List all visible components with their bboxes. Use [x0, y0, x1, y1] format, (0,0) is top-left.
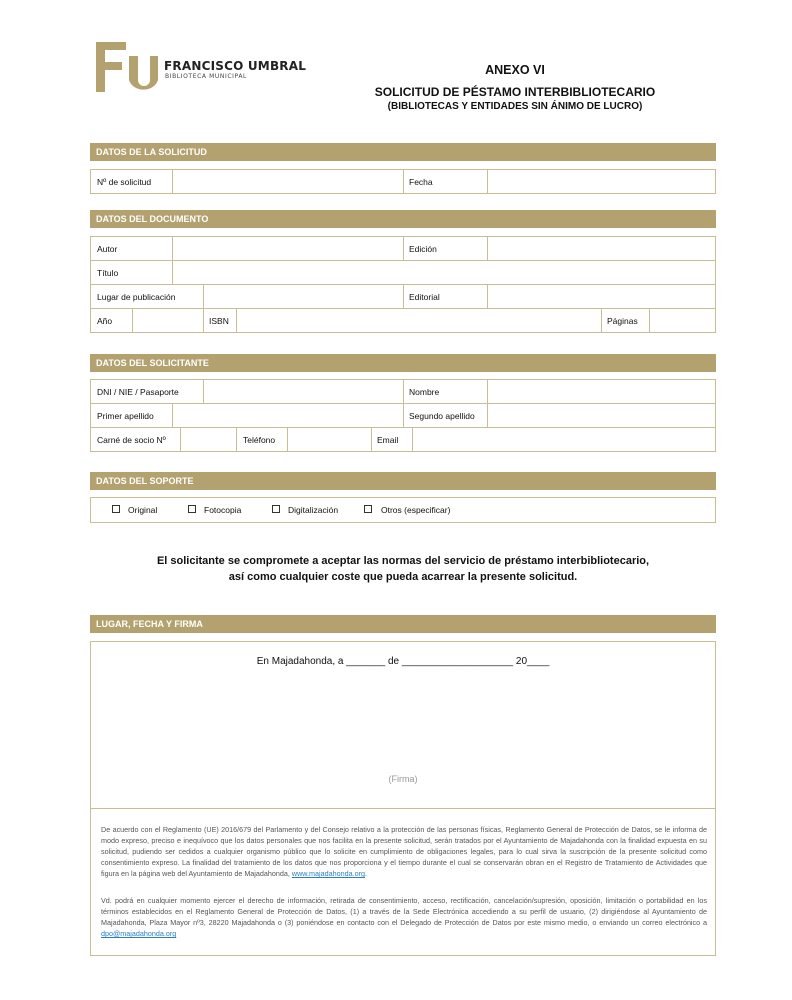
dni-field[interactable]	[204, 380, 403, 403]
isbn-label: ISBN	[209, 316, 229, 326]
anio-field[interactable]	[133, 309, 201, 333]
legal-text-2: Vd. podrá en cualquier momento ejercer el derecho de información, retirada de consentimiento, acceso, rectificación, cancelación/supresión, oposición, limitación o portabilidad en los términos establecidos en el Reglamento General de Protección de Datos, (1) a través de la Sede Electrónica accediendo a su perfil de usuario, (2) dirigiéndose al Ayuntamiento de Majadahonda, Plaza Mayor nº3, 28220 Majadahonda o (3) poniéndose en contacto con el Delegado de Protección de Datos por este mismo medio, o enviando un correo electrónico a	[101, 896, 707, 927]
titulo-row	[91, 261, 715, 285]
anio-row	[91, 309, 715, 333]
dni-row	[91, 380, 715, 404]
titulo-field[interactable]	[173, 261, 715, 284]
lugar-row	[91, 285, 715, 309]
titulo-label: Título	[97, 268, 119, 278]
nombre-label: Nombre	[409, 387, 440, 397]
numero-label: Nº de solicitud	[97, 177, 152, 187]
telefono-field[interactable]	[288, 428, 371, 452]
carne-label: Carné de socio Nº	[97, 435, 166, 445]
form-subtitle: (BIBLIOTECAS Y ENTIDADES SIN ÁNIMO DE LUCRO)	[387, 101, 643, 112]
legal-text-1-end: .	[365, 869, 367, 878]
section-heading-firma: LUGAR, FECHA Y FIRMA	[90, 615, 716, 633]
annex-title: ANEXO VI	[485, 63, 545, 77]
numero-field[interactable]	[173, 170, 403, 194]
section-heading-documento: DATOS DEL DOCUMENTO	[90, 210, 716, 228]
edicion-label: Edición	[409, 244, 437, 254]
apellido1-field[interactable]	[173, 404, 403, 427]
paginas-field[interactable]	[650, 309, 715, 333]
fotocopia-label: Fotocopia	[204, 505, 242, 515]
firma-box	[90, 641, 716, 956]
section-heading-solicitante: DATOS DEL SOLICITANTE	[90, 354, 716, 372]
paginas-label: Páginas	[607, 316, 638, 326]
contacto-row	[91, 428, 715, 452]
telefono-label: Teléfono	[243, 435, 276, 445]
commitment-line-1: El solicitante se compromete a aceptar las normas del servicio de préstamo interbibliotecario,	[156, 555, 650, 567]
email-label: Email	[377, 435, 399, 445]
signature-area-label: (Firma)	[388, 774, 418, 784]
original-checkbox[interactable]	[112, 505, 120, 513]
solicitante-box	[90, 379, 716, 452]
lugar-label: Lugar de publicación	[97, 292, 176, 302]
dni-label: DNI / NIE / Pasaporte	[97, 387, 179, 397]
digitalizacion-checkbox[interactable]	[272, 505, 280, 513]
brand-subtitle: BIBLIOTECA MUNICIPAL	[165, 73, 247, 80]
edicion-field[interactable]	[488, 237, 715, 260]
apellido2-label: Segundo apellido	[409, 411, 475, 421]
autor-row	[91, 237, 715, 261]
original-label: Original	[128, 505, 158, 515]
website-link[interactable]: www.majadahonda.org	[291, 869, 365, 878]
section-heading-soporte: DATOS DEL SOPORTE	[90, 472, 716, 490]
editorial-field[interactable]	[488, 285, 715, 308]
apellidos-row	[91, 404, 715, 428]
documento-box	[90, 236, 716, 333]
nombre-field[interactable]	[488, 380, 715, 403]
autor-label: Autor	[97, 244, 118, 254]
autor-field[interactable]	[173, 237, 403, 260]
carne-field[interactable]	[181, 428, 236, 452]
legal-paragraph-2	[101, 895, 707, 939]
apellido2-field[interactable]	[488, 404, 715, 427]
fecha-field[interactable]	[488, 170, 715, 194]
form-title: SOLICITUD DE PÉSTAMO INTERBIBLIOTECARIO	[374, 85, 656, 99]
isbn-field[interactable]	[237, 309, 600, 333]
email-field[interactable]	[413, 428, 715, 452]
digitalizacion-label: Digitalización	[288, 505, 339, 515]
apellido1-label: Primer apellido	[97, 411, 154, 421]
legal-paragraph-1	[101, 824, 707, 879]
otros-checkbox[interactable]	[364, 505, 372, 513]
logo-fu-icon	[96, 42, 158, 92]
fecha-label: Fecha	[409, 177, 433, 187]
lugar-field[interactable]	[204, 285, 403, 308]
section-heading-solicitud: DATOS DE LA SOLICITUD	[90, 143, 716, 161]
commitment-line-2: así como cualquier coste que pueda acarrear la presente solicitud.	[228, 571, 578, 583]
dpo-email-link[interactable]: dpo@majadahonda.org	[101, 929, 177, 938]
fotocopia-checkbox[interactable]	[188, 505, 196, 513]
anio-label: Año	[97, 316, 113, 326]
editorial-label: Editorial	[409, 292, 440, 302]
brand-name: FRANCISCO UMBRAL	[164, 59, 307, 73]
soporte-box	[90, 497, 716, 523]
solicitud-box	[90, 169, 716, 194]
legal-text-1: De acuerdo con el Reglamento (UE) 2016/679 del Parlamento y del Consejo relativo a la protección de las personas físicas, Reglamento General de Protección de Datos, se le informa de modo expreso, preciso e inequívoco que los datos personales que nos facilita en la presente solicitud, serán tratados por el Ayuntamiento de Majadahonda con la finalidad expuesta en su solicitud, pudiendo ser cedidos a cualquier organismo público que lo solicite en cumplimiento de obligaciones legales, para lo cual sirva la suscripción de la presente solicitud como consentimiento expreso. La finalidad del tratamiento de los datos que nos proporciona y el tiempo durante el cual se conservarán obran en el Registro de Tratamiento de Actividades que figura en la página web del Ayuntamiento de Majadahonda,	[101, 825, 707, 878]
solicitud-row	[91, 170, 715, 194]
divider	[91, 808, 715, 809]
place-date-line: En Majadahonda, a _______ de ____________________ 20____	[256, 656, 550, 667]
otros-label: Otros (especificar)	[381, 505, 451, 515]
